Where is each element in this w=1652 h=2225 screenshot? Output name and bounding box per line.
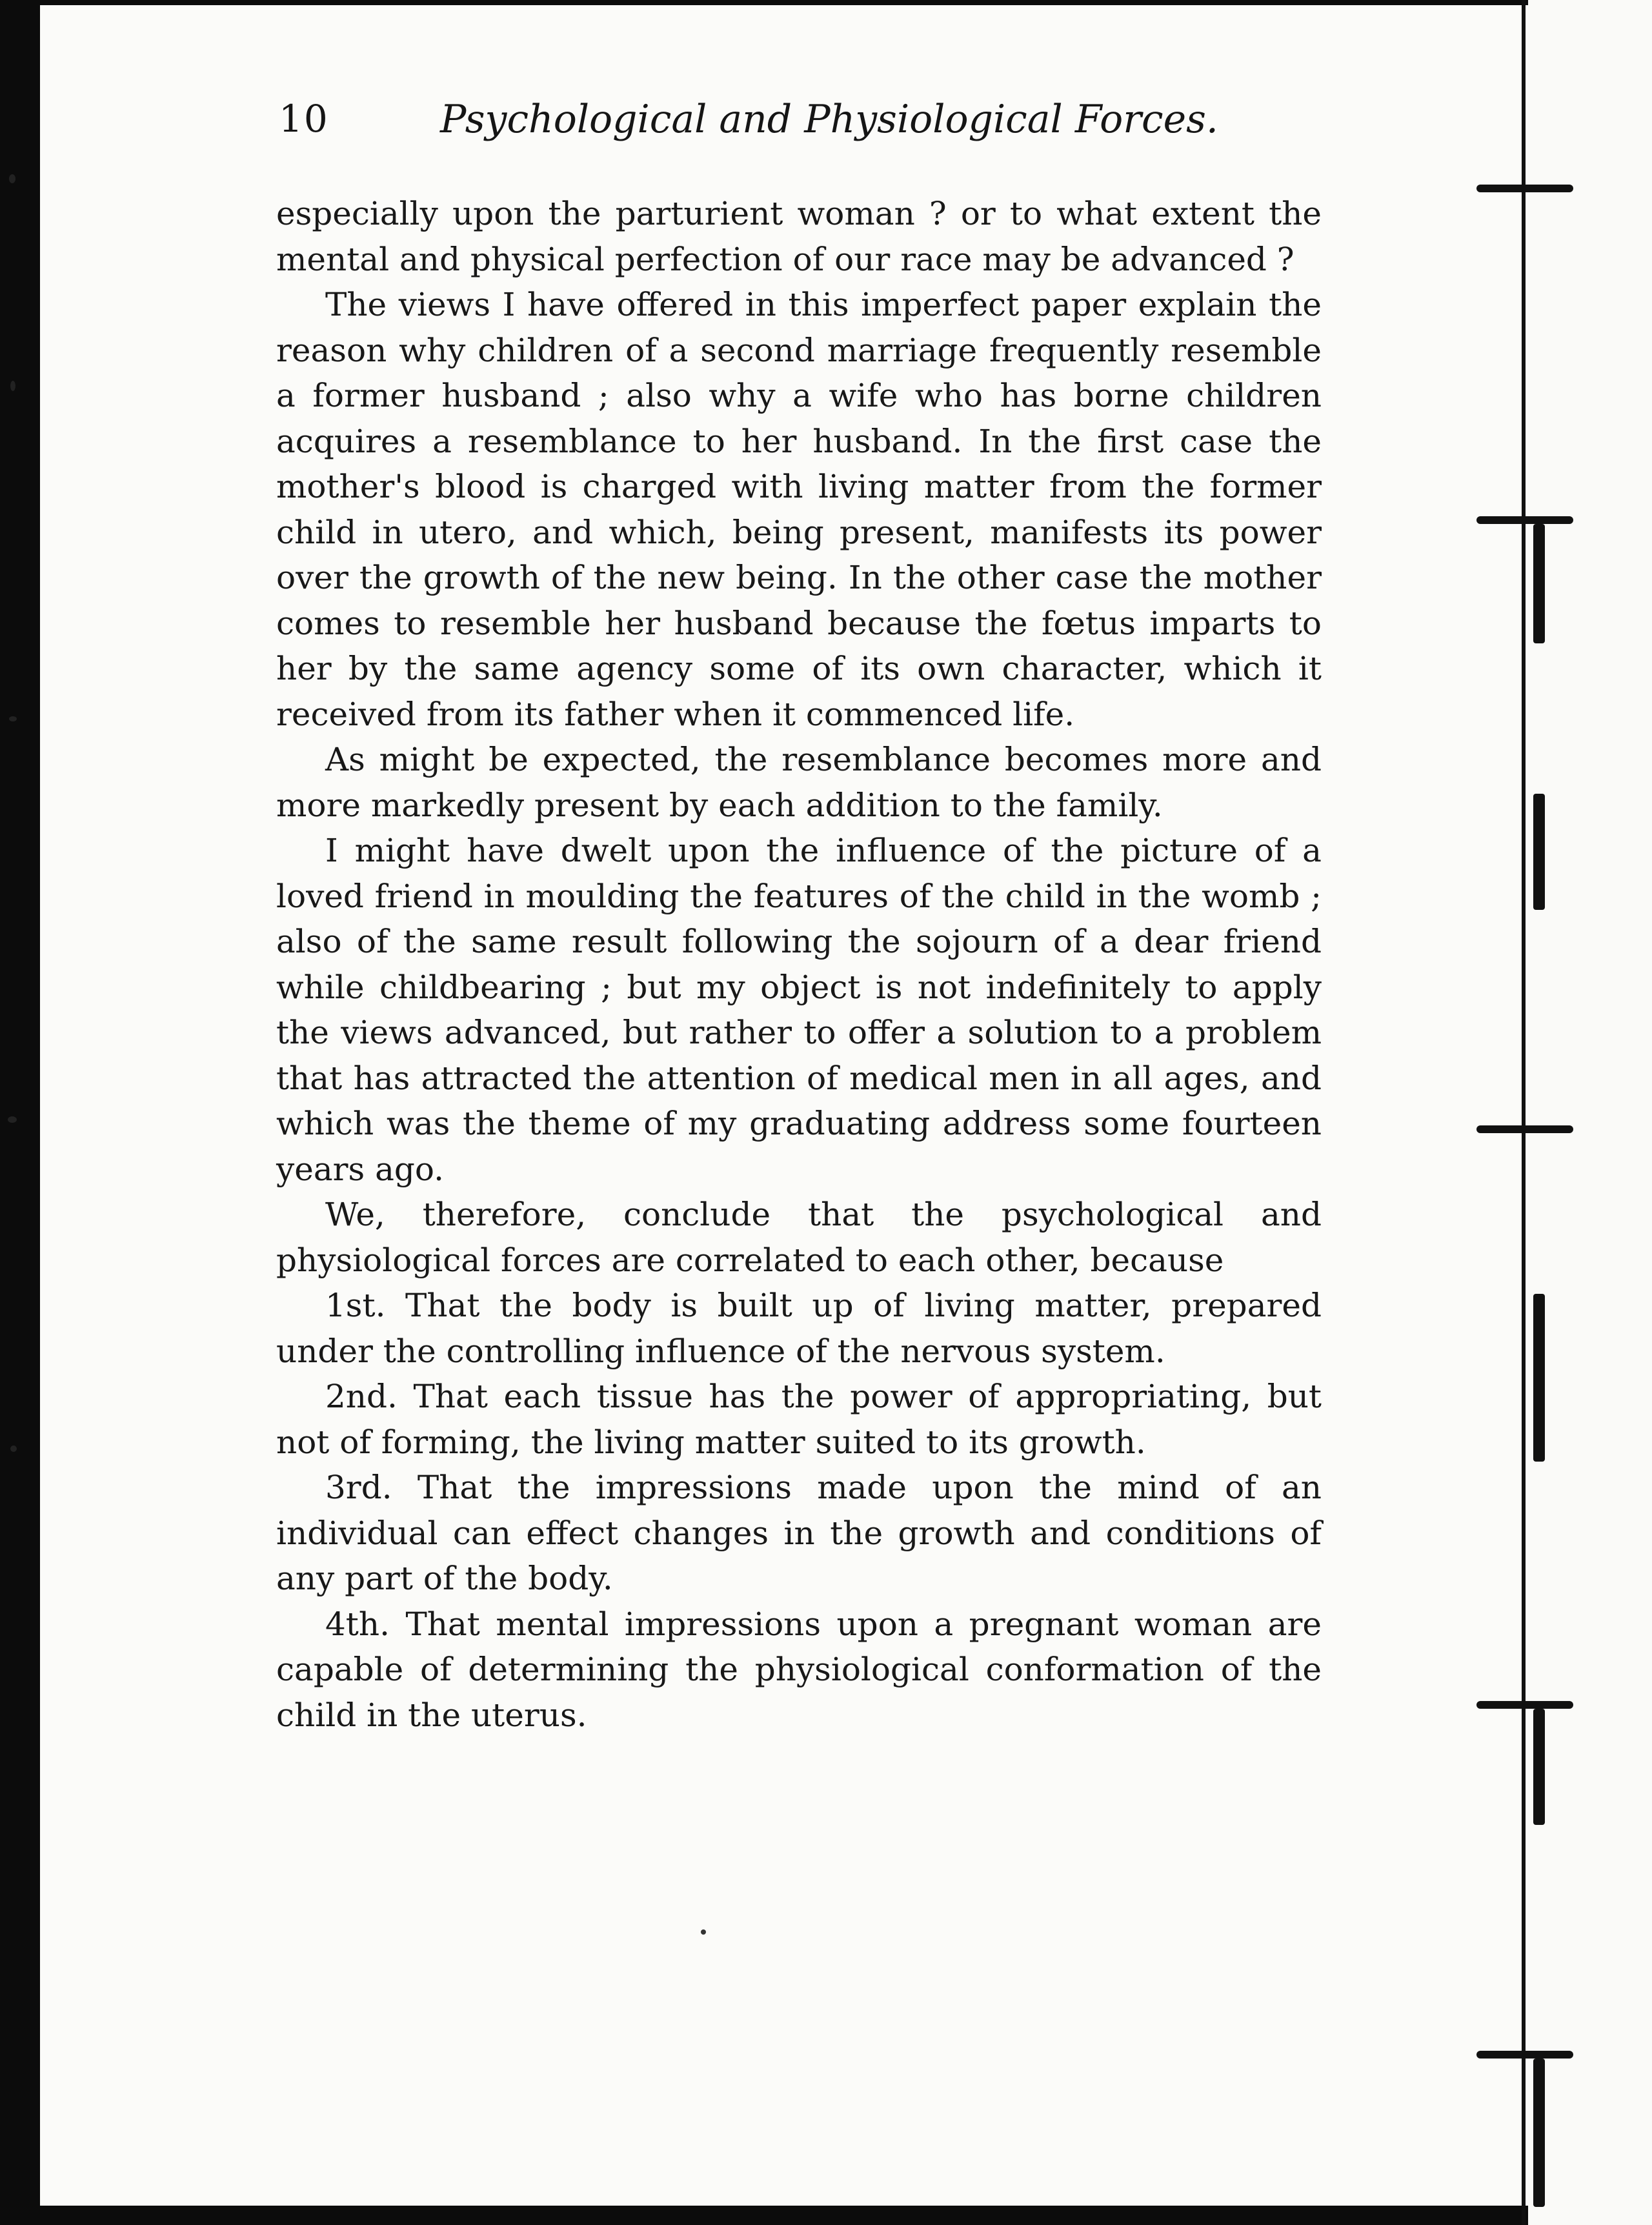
scan-speck [9,174,15,183]
numbered-conclusion: 2nd. That each tissue has the power of appropriating, but not of forming, the living matter suited to its growth. [276,1378,1322,1461]
binding-stitch [1476,1701,1573,1709]
paragraph: especially upon the parturient woman ? or to what extent the mental and physical perfection of our race may be advanced ? [276,195,1322,278]
binding-thread [1533,524,1545,643]
binding-thread [1533,1294,1545,1462]
paragraph: I might have dwelt upon the influence of the picture of a loved friend in moulding the features of the child in the womb ; also of the same result following the sojourn of a dear friend while childbearing ; but my object is not indefinitely to apply the views advanced, but rather to offer a solution to a problem that has attracted the attention of medical men in all ages, and which was the theme of my graduating address some fourteen years ago. [276,832,1322,1188]
scan-speck [9,716,17,721]
numbered-conclusion: 4th. That mental impressions upon a pregnant woman are capable of determining the physiological conformation of the child in the uterus. [276,1605,1322,1734]
paragraph: We, therefore, conclude that the psychological and physiological forces are correlated to each other, because [276,1196,1322,1279]
paragraph: The views I have offered in this imperfect paper explain the reason why children of a second marriage frequently resemble a former husband ; also why a wife who has borne children acquires a resemblance to her husband. In the first case the mother's blood is charged with living matter from the former child in utero, and which, being present, manifests its power over the growth of the new being. In the other case the mother comes to resemble her husband because the fœtus imparts to her by the same agency some of its own character, which it received from its father when it commenced life. [276,286,1322,733]
binding-edge [1522,0,1526,2225]
scan-speck [8,1116,17,1123]
end-mark [701,1929,706,1935]
binding-thread [1533,794,1545,910]
binding-thread [1533,2059,1545,2207]
page-number: 10 [279,97,329,141]
body-text [276,191,1322,1738]
binding-stitch [1476,516,1573,524]
paragraph: As might be expected, the resemblance becomes more and more markedly present by each addition to the family. [276,741,1322,824]
binding-stitch [1476,2051,1573,2059]
binding-stitch [1476,1125,1573,1133]
binding-gutter [1528,0,1652,2225]
running-title: Psychological and Physiological Forces. [440,97,1218,142]
scan-speck [10,1445,17,1452]
running-header [279,97,1350,161]
scan-speck [10,381,15,391]
binding-thread [1533,1709,1545,1825]
numbered-conclusion: 1st. That the body is built up of living matter, prepared under the controlling influence of the nervous system. [276,1287,1322,1370]
binding-stitch [1476,185,1573,192]
numbered-conclusion: 3rd. That the impressions made upon the mind of an individual can effect changes in the growth and conditions of any part of the body. [276,1469,1322,1597]
